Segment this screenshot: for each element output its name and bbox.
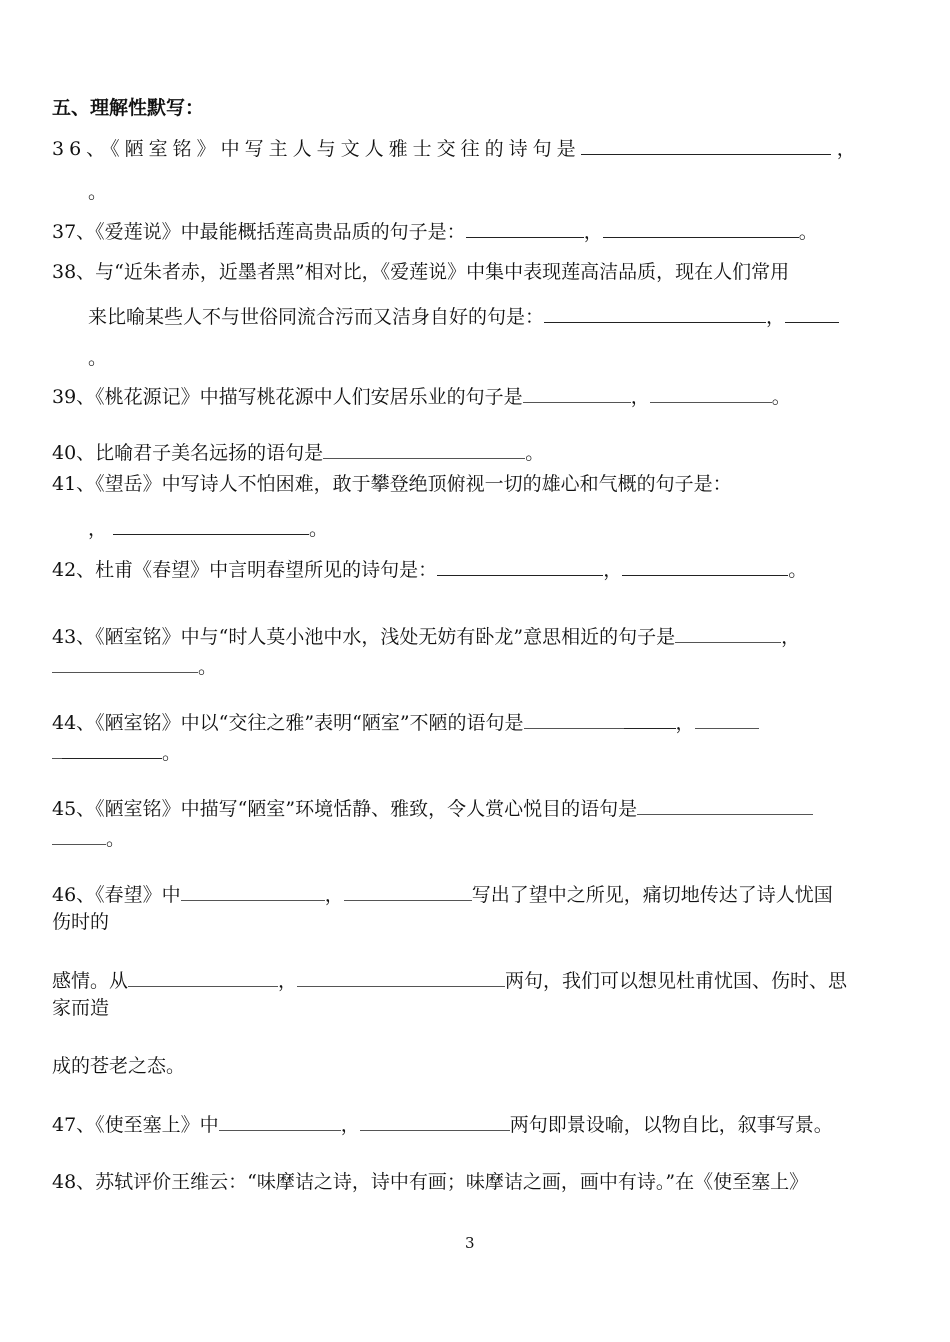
q41-blank-1 bbox=[113, 516, 309, 535]
question-38-line2 bbox=[88, 304, 839, 329]
q41-end: 。 bbox=[309, 518, 329, 540]
q39-end: 。 bbox=[771, 386, 791, 408]
q46-blank-4 bbox=[297, 968, 505, 987]
question-47 bbox=[52, 1112, 833, 1137]
q36-comma: ， bbox=[836, 138, 856, 160]
q46-text: 46、《春望》中 bbox=[52, 884, 181, 906]
q44-end: 。 bbox=[162, 742, 182, 764]
q39-text: 39、《桃花源记》中描写桃花源中人们安居乐业的句子是 bbox=[52, 386, 523, 408]
q46-comma: ， bbox=[324, 884, 344, 906]
q37-end: 。 bbox=[798, 221, 818, 243]
q39-comma: ， bbox=[630, 386, 650, 408]
q38-comma: ， bbox=[766, 306, 786, 328]
q45-text: 45、《陋室铭》中描写“陋室”环境恬静、雅致，令人赏心悦目的语句是 bbox=[52, 798, 638, 820]
q40-blank-1 bbox=[323, 440, 525, 459]
q41-comma: ， bbox=[88, 518, 108, 540]
q43-blank-1 bbox=[675, 624, 781, 643]
q42-blank-2 bbox=[622, 557, 788, 576]
q47-comma: ， bbox=[340, 1114, 360, 1136]
q44-blank-2b bbox=[52, 740, 62, 759]
q44-text: 44、《陋室铭》中以“交往之雅”表明“陋室”不陋的语句是 bbox=[52, 712, 524, 734]
q44-blank-2c bbox=[62, 740, 162, 759]
q43-blank-2 bbox=[52, 654, 198, 673]
q43-text: 43、《陋室铭》中与“时人莫小池中水，浅处无妨有卧龙”意思相近的句子是 bbox=[52, 626, 676, 648]
q45-blank-1a bbox=[637, 796, 813, 815]
q46-blank-3 bbox=[128, 968, 278, 987]
q38-end: 。 bbox=[88, 347, 108, 369]
q37-comma: ， bbox=[583, 221, 603, 243]
question-45-line2 bbox=[52, 826, 125, 851]
q47-blank-2 bbox=[360, 1112, 510, 1131]
question-38: 38、与“近朱者赤，近墨者黑”相对比，《爱莲说》中集中表现莲高洁品质，现在人们常用 bbox=[52, 261, 790, 283]
q46-blank-2 bbox=[344, 882, 472, 901]
q43-end: 。 bbox=[198, 656, 218, 678]
q37-blank-2 bbox=[603, 219, 799, 238]
q38-blank-2 bbox=[785, 304, 839, 323]
q38-text: 来比喻某些人不与世俗同流合污而又洁身自好的句是： bbox=[88, 306, 545, 328]
q39-blank-2 bbox=[650, 384, 772, 403]
q46-blank-1 bbox=[181, 882, 325, 901]
q46-text-4: 两句，我们可以想见杜甫忧国、伤时、思 bbox=[505, 970, 848, 992]
question-43 bbox=[52, 624, 800, 649]
q46-text-3: 感情。从 bbox=[52, 970, 129, 992]
q42-text: 42、杜甫《春望》中言明春望所见的诗句是： bbox=[52, 559, 438, 581]
q43-comma: ， bbox=[781, 626, 801, 648]
question-36 bbox=[52, 136, 856, 161]
q42-comma: ， bbox=[603, 559, 623, 581]
q44-blank-1b bbox=[624, 710, 676, 729]
question-39 bbox=[52, 384, 791, 409]
q46-comma-2: ， bbox=[278, 970, 298, 992]
q40-text: 40、比喻君子美名远扬的语句是 bbox=[52, 442, 324, 464]
q42-end: 。 bbox=[788, 559, 808, 581]
question-46 bbox=[52, 882, 833, 907]
question-41: 41、《望岳》中写诗人不怕困难，敢于攀登绝顶俯视一切的雄心和气概的句子是： bbox=[52, 473, 732, 495]
question-41-line2 bbox=[88, 516, 328, 541]
q37-blank-1 bbox=[466, 219, 584, 238]
question-43-line2 bbox=[52, 654, 217, 679]
question-45 bbox=[52, 796, 813, 821]
q44-blank-1a bbox=[524, 710, 624, 729]
question-46-line5: 成的苍老之态。 bbox=[52, 1055, 186, 1077]
page-number: 3 bbox=[465, 1234, 475, 1252]
q42-blank-1 bbox=[437, 557, 603, 576]
q38-blank-1 bbox=[544, 304, 766, 323]
question-37 bbox=[52, 219, 818, 244]
q45-blank-1b bbox=[52, 826, 106, 845]
question-42 bbox=[52, 557, 807, 582]
question-46-line4: 家而造 bbox=[52, 997, 110, 1019]
question-46-line2: 伤时的 bbox=[52, 911, 110, 933]
q40-end: 。 bbox=[525, 442, 545, 464]
q44-blank-2a bbox=[695, 710, 759, 729]
q36-blank-1 bbox=[581, 136, 831, 155]
q36-end: 。 bbox=[88, 181, 108, 203]
q39-blank-1 bbox=[523, 384, 631, 403]
q44-comma: ， bbox=[675, 712, 695, 734]
question-44 bbox=[52, 710, 759, 735]
q47-text-2: 两句即景设喻，以物自比，叙事写景。 bbox=[509, 1114, 833, 1136]
question-40 bbox=[52, 440, 544, 465]
question-48: 48、苏轼评价王维云：“味摩诘之诗，诗中有画；味摩诘之画，画中有诗。”在《使至塞上》 bbox=[52, 1171, 809, 1193]
question-44-line2 bbox=[52, 740, 181, 765]
q47-text: 47、《使至塞上》中 bbox=[52, 1114, 219, 1136]
q37-text: 37、《爱莲说》中最能概括莲高贵品质的句子是： bbox=[52, 221, 466, 243]
section-title: 五、理解性默写： bbox=[52, 97, 205, 119]
q36-text: 36、《陋室铭》中写主人与文人雅士交往的诗句是 bbox=[52, 138, 581, 160]
q45-end: 。 bbox=[106, 828, 126, 850]
q46-text-2: 写出了望中之所见，痛切地传达了诗人忧国 bbox=[471, 884, 833, 906]
question-46-line3 bbox=[52, 968, 847, 993]
q47-blank-1 bbox=[219, 1112, 341, 1131]
